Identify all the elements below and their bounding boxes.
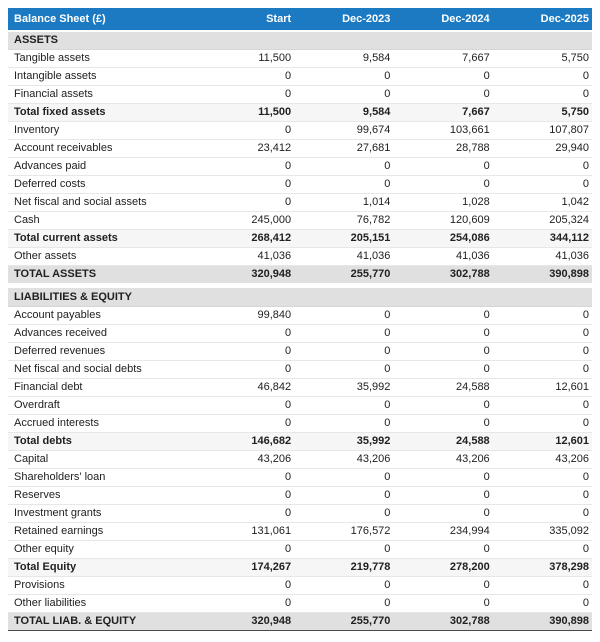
cell-total-debts-dec-2025: 12,601 xyxy=(493,432,592,450)
cell-account-payables-start: 99,840 xyxy=(195,306,294,324)
cell-advances-received-start: 0 xyxy=(195,324,294,342)
cell-tangible-assets-dec-2024: 7,667 xyxy=(393,49,492,67)
row-label: Total Equity xyxy=(8,558,195,576)
cell-tangible-assets-start: 11,500 xyxy=(195,49,294,67)
cell-intangible-assets-start: 0 xyxy=(195,67,294,85)
column-header-dec-2024: Dec-2024 xyxy=(393,8,492,31)
row-label: Account receivables xyxy=(8,139,195,157)
table-row-accrued-interests xyxy=(8,414,592,432)
table-row-total-debts xyxy=(8,432,592,450)
cell-financial-assets-dec-2024: 0 xyxy=(393,85,492,103)
row-label: Total debts xyxy=(8,432,195,450)
cell-retained-earnings-dec-2023: 176,572 xyxy=(294,522,393,540)
row-label: Cash xyxy=(8,211,195,229)
cell-overdraft-dec-2023: 0 xyxy=(294,396,393,414)
section-title: ASSETS xyxy=(8,31,592,49)
table-row-capital xyxy=(8,450,592,468)
cell-reserves-dec-2024: 0 xyxy=(393,486,492,504)
table-row-other-assets xyxy=(8,247,592,265)
cell-other-assets-dec-2023: 41,036 xyxy=(294,247,393,265)
row-label: Advances paid xyxy=(8,157,195,175)
cell-financial-assets-start: 0 xyxy=(195,85,294,103)
cell-deferred-revenues-dec-2023: 0 xyxy=(294,342,393,360)
table-row-net-fiscal-and-social-debts xyxy=(8,360,592,378)
row-label: TOTAL ASSETS xyxy=(8,265,195,283)
row-label: TOTAL LIAB. & EQUITY xyxy=(8,612,195,630)
row-label: Shareholders' loan xyxy=(8,468,195,486)
table-row-financial-debt xyxy=(8,378,592,396)
table-row-overdraft xyxy=(8,396,592,414)
cell-cash-start: 245,000 xyxy=(195,211,294,229)
table-row-reserves xyxy=(8,486,592,504)
cell-accrued-interests-dec-2023: 0 xyxy=(294,414,393,432)
table-row-inventory xyxy=(8,121,592,139)
cell-total-liab-equity-dec-2024: 302,788 xyxy=(393,612,492,630)
cell-total-equity-dec-2023: 219,778 xyxy=(294,558,393,576)
cell-provisions-start: 0 xyxy=(195,576,294,594)
cell-other-liabilities-dec-2023: 0 xyxy=(294,594,393,612)
cell-total-equity-dec-2025: 378,298 xyxy=(493,558,592,576)
cell-capital-dec-2024: 43,206 xyxy=(393,450,492,468)
cell-total-fixed-assets-dec-2024: 7,667 xyxy=(393,103,492,121)
cell-accrued-interests-start: 0 xyxy=(195,414,294,432)
cell-total-assets-dec-2023: 255,770 xyxy=(294,265,393,283)
cell-financial-debt-dec-2024: 24,588 xyxy=(393,378,492,396)
cell-reserves-dec-2023: 0 xyxy=(294,486,393,504)
table-row-investment-grants xyxy=(8,504,592,522)
cell-account-receivables-dec-2024: 28,788 xyxy=(393,139,492,157)
row-label: Net fiscal and social debts xyxy=(8,360,195,378)
cell-other-liabilities-dec-2025: 0 xyxy=(493,594,592,612)
cell-account-payables-dec-2024: 0 xyxy=(393,306,492,324)
row-label: Inventory xyxy=(8,121,195,139)
table-row-net-fiscal-and-social-assets xyxy=(8,193,592,211)
section-title: LIABILITIES & EQUITY xyxy=(8,288,592,306)
cell-shareholders-loan-dec-2023: 0 xyxy=(294,468,393,486)
cell-net-fiscal-and-social-debts-dec-2023: 0 xyxy=(294,360,393,378)
cell-inventory-dec-2025: 107,807 xyxy=(493,121,592,139)
table-row-provisions xyxy=(8,576,592,594)
table-row-total-fixed-assets xyxy=(8,103,592,121)
table-row-deferred-costs xyxy=(8,175,592,193)
table-title: Balance Sheet (£) xyxy=(8,8,195,31)
table-row-financial-assets xyxy=(8,85,592,103)
cell-deferred-costs-dec-2025: 0 xyxy=(493,175,592,193)
cell-total-equity-start: 174,267 xyxy=(195,558,294,576)
cell-account-receivables-dec-2023: 27,681 xyxy=(294,139,393,157)
cell-other-assets-dec-2024: 41,036 xyxy=(393,247,492,265)
cell-tangible-assets-dec-2025: 5,750 xyxy=(493,49,592,67)
cell-other-assets-dec-2025: 41,036 xyxy=(493,247,592,265)
table-row-account-payables xyxy=(8,306,592,324)
cell-total-current-assets-dec-2024: 254,086 xyxy=(393,229,492,247)
cell-provisions-dec-2023: 0 xyxy=(294,576,393,594)
cell-account-payables-dec-2023: 0 xyxy=(294,306,393,324)
cell-cash-dec-2025: 205,324 xyxy=(493,211,592,229)
cell-deferred-costs-dec-2024: 0 xyxy=(393,175,492,193)
cell-net-fiscal-and-social-assets-start: 0 xyxy=(195,193,294,211)
cell-total-debts-dec-2024: 24,588 xyxy=(393,432,492,450)
row-label: Advances received xyxy=(8,324,195,342)
cell-account-receivables-dec-2025: 29,940 xyxy=(493,139,592,157)
cell-other-equity-dec-2024: 0 xyxy=(393,540,492,558)
cell-other-equity-dec-2023: 0 xyxy=(294,540,393,558)
table-row-retained-earnings xyxy=(8,522,592,540)
section-header-assets xyxy=(8,31,592,49)
cell-total-liab-equity-dec-2023: 255,770 xyxy=(294,612,393,630)
column-header-dec-2025: Dec-2025 xyxy=(493,8,592,31)
cell-total-current-assets-dec-2023: 205,151 xyxy=(294,229,393,247)
balance-sheet-table xyxy=(8,8,592,631)
row-label: Retained earnings xyxy=(8,522,195,540)
row-label: Other liabilities xyxy=(8,594,195,612)
cell-total-debts-start: 146,682 xyxy=(195,432,294,450)
cell-deferred-costs-dec-2023: 0 xyxy=(294,175,393,193)
cell-total-current-assets-start: 268,412 xyxy=(195,229,294,247)
cell-deferred-revenues-dec-2025: 0 xyxy=(493,342,592,360)
cell-investment-grants-start: 0 xyxy=(195,504,294,522)
row-label: Capital xyxy=(8,450,195,468)
cell-total-assets-dec-2025: 390,898 xyxy=(493,265,592,283)
cell-total-equity-dec-2024: 278,200 xyxy=(393,558,492,576)
cell-total-assets-start: 320,948 xyxy=(195,265,294,283)
cell-other-equity-dec-2025: 0 xyxy=(493,540,592,558)
cell-investment-grants-dec-2025: 0 xyxy=(493,504,592,522)
cell-net-fiscal-and-social-debts-dec-2025: 0 xyxy=(493,360,592,378)
cell-financial-debt-dec-2023: 35,992 xyxy=(294,378,393,396)
cell-inventory-dec-2023: 99,674 xyxy=(294,121,393,139)
row-label: Financial assets xyxy=(8,85,195,103)
row-label: Investment grants xyxy=(8,504,195,522)
table-row-advances-received xyxy=(8,324,592,342)
cell-other-liabilities-dec-2024: 0 xyxy=(393,594,492,612)
row-label: Total fixed assets xyxy=(8,103,195,121)
table-row-total-assets xyxy=(8,265,592,283)
table-row-tangible-assets xyxy=(8,49,592,67)
cell-financial-debt-start: 46,842 xyxy=(195,378,294,396)
cell-net-fiscal-and-social-debts-start: 0 xyxy=(195,360,294,378)
cell-advances-received-dec-2023: 0 xyxy=(294,324,393,342)
cell-deferred-costs-start: 0 xyxy=(195,175,294,193)
cell-retained-earnings-dec-2025: 335,092 xyxy=(493,522,592,540)
table-row-shareholders-loan xyxy=(8,468,592,486)
row-label: Financial debt xyxy=(8,378,195,396)
cell-account-payables-dec-2025: 0 xyxy=(493,306,592,324)
cell-other-liabilities-start: 0 xyxy=(195,594,294,612)
cell-total-assets-dec-2024: 302,788 xyxy=(393,265,492,283)
cell-overdraft-dec-2024: 0 xyxy=(393,396,492,414)
cell-advances-paid-dec-2024: 0 xyxy=(393,157,492,175)
cell-investment-grants-dec-2024: 0 xyxy=(393,504,492,522)
cell-accrued-interests-dec-2025: 0 xyxy=(493,414,592,432)
table-row-other-equity xyxy=(8,540,592,558)
cell-retained-earnings-start: 131,061 xyxy=(195,522,294,540)
row-label: Net fiscal and social assets xyxy=(8,193,195,211)
row-label: Accrued interests xyxy=(8,414,195,432)
table-row-deferred-revenues xyxy=(8,342,592,360)
cell-total-liab-equity-dec-2025: 390,898 xyxy=(493,612,592,630)
cell-intangible-assets-dec-2023: 0 xyxy=(294,67,393,85)
table-row-other-liabilities xyxy=(8,594,592,612)
cell-shareholders-loan-start: 0 xyxy=(195,468,294,486)
cell-shareholders-loan-dec-2024: 0 xyxy=(393,468,492,486)
cell-intangible-assets-dec-2024: 0 xyxy=(393,67,492,85)
cell-advances-paid-dec-2023: 0 xyxy=(294,157,393,175)
row-label: Tangible assets xyxy=(8,49,195,67)
row-label: Account payables xyxy=(8,306,195,324)
table-row-intangible-assets xyxy=(8,67,592,85)
column-header-dec-2023: Dec-2023 xyxy=(294,8,393,31)
cell-accrued-interests-dec-2024: 0 xyxy=(393,414,492,432)
cell-reserves-start: 0 xyxy=(195,486,294,504)
row-label: Reserves xyxy=(8,486,195,504)
header-row xyxy=(8,8,592,31)
cell-net-fiscal-and-social-assets-dec-2025: 1,042 xyxy=(493,193,592,211)
table-row-total-current-assets xyxy=(8,229,592,247)
cell-intangible-assets-dec-2025: 0 xyxy=(493,67,592,85)
cell-total-liab-equity-start: 320,948 xyxy=(195,612,294,630)
section-header-liabilities-equity xyxy=(8,288,592,306)
cell-total-fixed-assets-dec-2023: 9,584 xyxy=(294,103,393,121)
cell-total-fixed-assets-dec-2025: 5,750 xyxy=(493,103,592,121)
table-row-total-liab-equity xyxy=(8,612,592,630)
cell-financial-debt-dec-2025: 12,601 xyxy=(493,378,592,396)
table-row-total-equity xyxy=(8,558,592,576)
cell-deferred-revenues-dec-2024: 0 xyxy=(393,342,492,360)
cell-overdraft-start: 0 xyxy=(195,396,294,414)
row-label: Overdraft xyxy=(8,396,195,414)
cell-net-fiscal-and-social-debts-dec-2024: 0 xyxy=(393,360,492,378)
row-label: Deferred revenues xyxy=(8,342,195,360)
cell-advances-paid-dec-2025: 0 xyxy=(493,157,592,175)
column-header-start: Start xyxy=(195,8,294,31)
cell-total-current-assets-dec-2025: 344,112 xyxy=(493,229,592,247)
cell-other-equity-start: 0 xyxy=(195,540,294,558)
cell-reserves-dec-2025: 0 xyxy=(493,486,592,504)
cell-inventory-dec-2024: 103,661 xyxy=(393,121,492,139)
cell-inventory-start: 0 xyxy=(195,121,294,139)
cell-total-fixed-assets-start: 11,500 xyxy=(195,103,294,121)
cell-provisions-dec-2024: 0 xyxy=(393,576,492,594)
cell-retained-earnings-dec-2024: 234,994 xyxy=(393,522,492,540)
cell-advances-received-dec-2024: 0 xyxy=(393,324,492,342)
table-row-advances-paid xyxy=(8,157,592,175)
cell-cash-dec-2024: 120,609 xyxy=(393,211,492,229)
cell-net-fiscal-and-social-assets-dec-2024: 1,028 xyxy=(393,193,492,211)
table-row-account-receivables xyxy=(8,139,592,157)
cell-provisions-dec-2025: 0 xyxy=(493,576,592,594)
cell-cash-dec-2023: 76,782 xyxy=(294,211,393,229)
cell-net-fiscal-and-social-assets-dec-2023: 1,014 xyxy=(294,193,393,211)
table-body xyxy=(8,31,592,630)
cell-capital-start: 43,206 xyxy=(195,450,294,468)
table-row-cash xyxy=(8,211,592,229)
cell-advances-received-dec-2025: 0 xyxy=(493,324,592,342)
row-label: Intangible assets xyxy=(8,67,195,85)
cell-financial-assets-dec-2025: 0 xyxy=(493,85,592,103)
cell-shareholders-loan-dec-2025: 0 xyxy=(493,468,592,486)
row-label: Deferred costs xyxy=(8,175,195,193)
cell-overdraft-dec-2025: 0 xyxy=(493,396,592,414)
row-label: Other assets xyxy=(8,247,195,265)
cell-capital-dec-2023: 43,206 xyxy=(294,450,393,468)
cell-financial-assets-dec-2023: 0 xyxy=(294,85,393,103)
cell-investment-grants-dec-2023: 0 xyxy=(294,504,393,522)
cell-other-assets-start: 41,036 xyxy=(195,247,294,265)
cell-deferred-revenues-start: 0 xyxy=(195,342,294,360)
row-label: Other equity xyxy=(8,540,195,558)
cell-tangible-assets-dec-2023: 9,584 xyxy=(294,49,393,67)
cell-account-receivables-start: 23,412 xyxy=(195,139,294,157)
row-label: Total current assets xyxy=(8,229,195,247)
row-label: Provisions xyxy=(8,576,195,594)
cell-advances-paid-start: 0 xyxy=(195,157,294,175)
cell-capital-dec-2025: 43,206 xyxy=(493,450,592,468)
cell-total-debts-dec-2023: 35,992 xyxy=(294,432,393,450)
